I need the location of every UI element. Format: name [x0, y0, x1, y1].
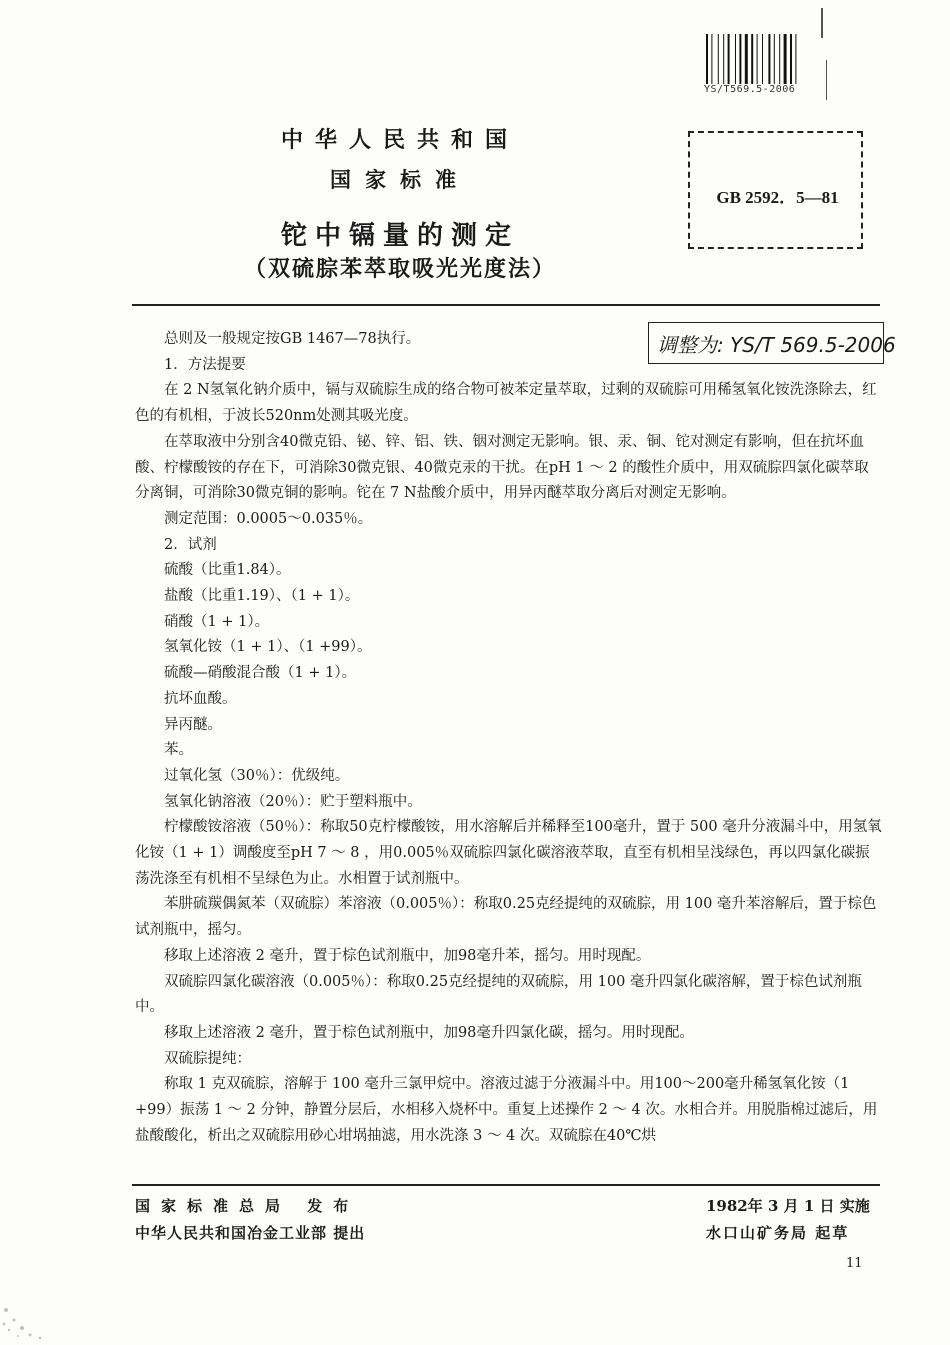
paragraph: 测定范围：0.0005～0.035％。 — [164, 510, 373, 527]
barcode-caption: YS/T569.5-2006 — [704, 84, 796, 95]
proposer: 中华人民共和国冶金工业部 提出 — [135, 1224, 366, 1242]
header-divider — [132, 304, 880, 306]
barcode-bar — [735, 34, 736, 84]
barcode-bar — [774, 34, 775, 84]
paragraph: 双硫腙四氯化碳溶液（0.005％）：称取0.25克经提纯的双硫腙，用 100 毫升四氯化碳溶解，置于棕色试剂瓶中。 — [135, 973, 862, 1016]
reagent-item: 氢氧化钠溶液（20％）：贮于塑料瓶中。 — [164, 793, 422, 810]
adjustment-note: 调整为: YS/T 569.5-2006 — [657, 333, 896, 357]
reagent-item: 氢氧化铵（1 + 1）、（1 +99）。 — [164, 639, 372, 656]
barcode-bar — [795, 34, 796, 84]
national-standard-label: 国家标准 — [330, 167, 470, 192]
document-body — [135, 327, 883, 1150]
drafter: 水口山矿务局 起草 — [706, 1224, 850, 1242]
standard-number-box — [688, 131, 863, 249]
barcode-bar — [784, 34, 787, 84]
barcode-bar — [711, 34, 712, 84]
reagent-item: 抗坏血酸。 — [164, 690, 237, 707]
footer-divider — [132, 1184, 880, 1186]
standard-number: GB 2592．5—81 — [716, 188, 839, 207]
page-number: 11 — [846, 1256, 863, 1271]
section-heading: 2．试剂 — [164, 536, 217, 553]
reagent-item: 硫酸（比重1.84）。 — [164, 562, 291, 579]
reagent-item: 硝酸（1 + 1）。 — [164, 613, 270, 630]
general-rules-paragraph: 总则及一般规定按GB 1467—78执行。 — [164, 331, 421, 347]
barcode-bar — [745, 34, 748, 84]
paragraph: 双硫腙提纯： — [164, 1050, 251, 1067]
barcode-bar — [718, 34, 719, 84]
barcode-bar — [728, 34, 730, 84]
document-subtitle: （双硫腙苯萃取吸光光度法） — [243, 256, 556, 282]
paragraph: 移取上述溶液 2 毫升，置于棕色试剂瓶中，加98毫升苯，摇匀。用时现配。 — [164, 947, 651, 964]
scan-speckle — [0, 1280, 60, 1340]
barcode-bar — [723, 34, 724, 84]
barcode — [706, 34, 818, 84]
paragraph: 在萃取液中分别含40微克铅、铋、锌、铝、铁、铟对测定无影响。银、汞、铜、铊对测定有影响，但在抗坏血酸、柠檬酸铵的存在下，可消除30微克银、40微克汞的干扰。在pH 1 ～ 2 的酸性介质中，用双硫腙四氯化碳萃取分离铜，可消除30微克铜的影响。铊在 7 N盐酸介质中，用异丙醚萃取分离后对测定无影响。 — [135, 433, 869, 502]
reagent-item: 异丙醚。 — [164, 716, 222, 733]
barcode-bar — [762, 34, 763, 84]
barcode-bar — [751, 34, 753, 84]
reagent-item: 硫酸—硝酸混合酸（1 + 1）。 — [164, 665, 357, 682]
scan-edge-mark — [826, 60, 827, 100]
barcode-bar — [768, 34, 770, 84]
section-heading: 1．方法提要 — [164, 356, 246, 373]
paragraph: 称取 1 克双硫腙，溶解于 100 毫升三氯甲烷中。溶液过滤于分液漏斗中。用100～200毫升稀氢氧化铵（1 +99）振荡 1 ～ 2 分钟，静置分层后，水相移入烧杯中。重复上述操作 2 ～ 4 次。水相合并。用脱脂棉过滤后，用盐酸酸化，析出之双硫腙用砂心坩埚抽滤，用水洗涤 3 ～ 4 次。双硫腙在40℃烘 — [135, 1076, 878, 1144]
implementation-date: 1982年 3 月 1 日 实施 — [706, 1197, 870, 1215]
barcode-bar — [757, 34, 758, 84]
barcode-bar — [739, 34, 741, 84]
barcode-bar — [706, 34, 708, 84]
paragraph: 在 2 N氢氧化钠介质中，镉与双硫腙生成的络合物可被苯定量萃取，过剩的双硫腙可用稀氢氧化铵洗涤除去，红色的有机相，于波长520nm处测其吸光度。 — [135, 382, 877, 425]
paragraph: 移取上述溶液 2 毫升，置于棕色试剂瓶中，加98毫升四氯化碳，摇匀。用时现配。 — [164, 1024, 694, 1041]
country-name: 中华人民共和国 — [280, 127, 519, 153]
paragraph: 苯肼硫羰偶氮苯（双硫腙）苯溶液（0.005％）：称取0.25克经提纯的双硫腙，用 100 毫升苯溶解后，置于棕色试剂瓶中，摇匀。 — [135, 896, 877, 939]
barcode-bar — [790, 34, 792, 84]
publisher: 国家标准总局 发布 — [135, 1197, 360, 1215]
reagent-item: 过氧化氢（30％）：优级纯。 — [164, 767, 350, 784]
document-title: 铊中镉量的测定 — [280, 221, 519, 251]
reagent-item: 盐酸（比重1.19）、（1 + 1）。 — [164, 588, 360, 605]
scan-edge-mark — [821, 8, 823, 38]
reagent-item: 苯。 — [164, 742, 193, 759]
paragraph: 柠檬酸铵溶液（50％）：称取50克柠檬酸铵，用水溶解后并稀释至100毫升，置于 500 毫升分液漏斗中，用氢氧化铵（1 + 1）调酸度至pH 7 ～ 8 ，用0.005％双硫腙四氯化碳溶液萃取，直至有机相呈浅绿色，再以四氯化碳振荡洗涤至有机相不呈绿色为止。水相置于试剂瓶中。 — [135, 819, 882, 887]
barcode-bar — [779, 34, 780, 84]
